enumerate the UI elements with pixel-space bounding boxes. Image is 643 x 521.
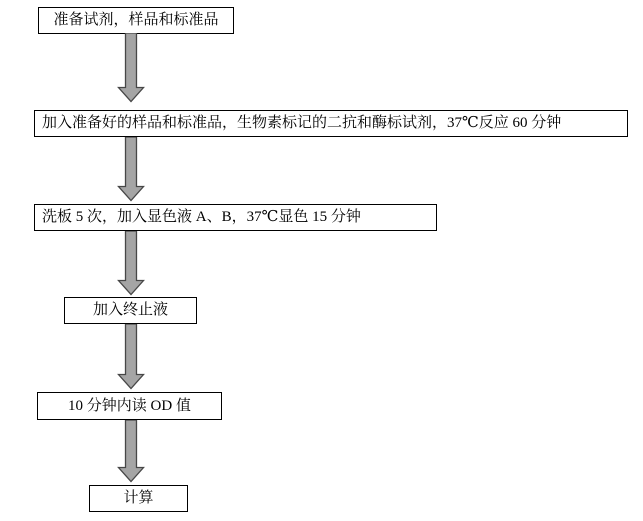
flow-step-label: 洗板 5 次，加入显色液 A、B，37℃显色 15 分钟	[42, 209, 361, 225]
flow-step-label: 加入准备好的样品和标准品，生物素标记的二抗和酶标试剂，37℃反应 60 分钟	[42, 115, 562, 131]
flow-step-stop-solution	[64, 297, 197, 324]
flow-step-label: 加入终止液	[92, 302, 168, 318]
flow-step-label: 10 分钟内读 OD 值	[68, 397, 191, 414]
down-arrow-4	[117, 324, 145, 390]
flow-step-read-od	[37, 392, 222, 420]
down-arrow-2	[117, 137, 145, 202]
down-arrow-3	[117, 231, 145, 296]
down-arrow-1	[117, 33, 145, 103]
flow-step-prepare-reagents	[38, 7, 234, 34]
flow-step-label: 准备试剂，样品和标准品	[53, 12, 219, 28]
flow-step-label: 计算	[123, 490, 154, 506]
flow-step-wash-and-color	[34, 204, 437, 231]
down-arrow-5	[117, 420, 145, 483]
flow-step-add-samples	[34, 110, 628, 137]
flow-step-calculate	[89, 485, 188, 512]
